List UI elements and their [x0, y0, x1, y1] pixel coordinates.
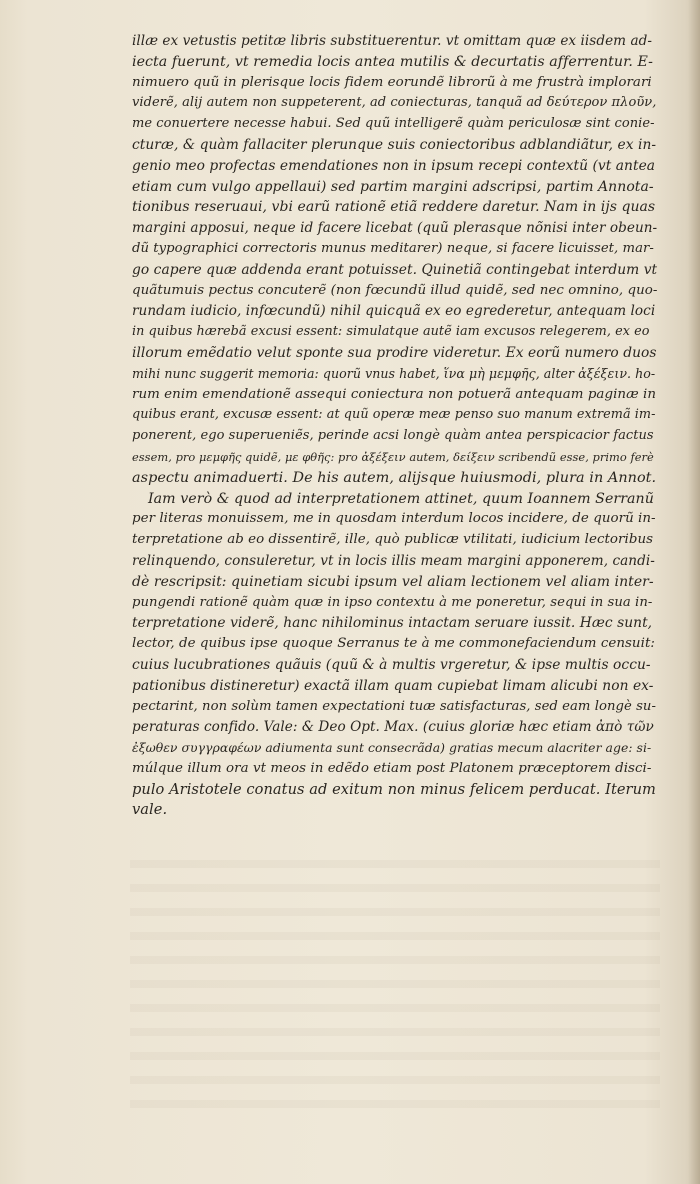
text-line: genio meo profectas emendationes non in ipsum recepi contextũ (vt antea: [132, 157, 656, 174]
text-line: in quibus hærebã excusi essent: simulatque autẽ iam excusos relegerem, ex eo: [132, 324, 650, 340]
body-text: [132, 31, 657, 821]
text-line: me conuertere necesse habui. Sed quũ intelligerẽ quàm periculosæ sint conie-: [132, 116, 655, 132]
text-line: tionibus reseruaui, vbi earũ rationẽ etiã reddere daretur. Nam in ijs quas: [132, 199, 656, 216]
text-line: pungendi rationẽ quàm quæ in ipso contextu à me poneretur, sequi in sua in-: [132, 594, 653, 610]
text-line: terpretatione ab eo dissentirẽ, ille, quò publicæ vtilitati, iudicium lectoribus: [132, 532, 654, 548]
text-line: essem, pro μεμφῆς quidẽ, με φθῆς: pro ἀξέξειν autem, δείξειν scribendũ esse, primo ferè: [132, 449, 654, 464]
text-line: relinquendo, consuleretur, vt in locis illis meam margini apponerem, candi-: [132, 552, 655, 569]
text-line: iecta fuerunt, vt remedia locis antea mutilis & decurtatis afferrentur. E-: [132, 53, 653, 70]
text-line: viderẽ, alij autem non suppeterent, ad coniecturas, tanquã ad δεύτερον πλοῦν,: [132, 95, 657, 111]
text-line: per literas monuissem, me in quosdam interdum locos incidere, de quorũ in-: [132, 511, 656, 527]
text-line: pulo Aristotele conatus ad exitum non minus felicem perducat. Iterum: [132, 780, 656, 798]
text-line: etiam cum vulgo appellaui) sed partim margini adscripsi, partim Annota-: [132, 178, 654, 195]
text-line: illorum emẽdatio velut sponte sua prodire videretur. Ex eorũ numero duos: [132, 344, 657, 361]
show-through-shadow: [130, 860, 660, 1120]
text-line: lector, de quibus ipse quoque Serranus te à me commonefaciendum censuit:: [132, 636, 655, 652]
text-line: terpretatione viderẽ, hanc nihilominus intactam seruare iussit. Hæc sunt,: [132, 615, 653, 632]
text-line: vale.: [132, 801, 168, 819]
text-line: dè rescripsit: quinetiam sicubi ipsum vel aliam lectionem vel aliam inter-: [132, 573, 654, 590]
text-line: aspectu animaduerti. De his autem, alijsque huiusmodi, plura in Annot.: [132, 469, 657, 486]
text-line: rum enim emendationẽ assequi coniectura non potuerã antequam paginæ in: [132, 386, 657, 402]
text-line: ἐξωθεν συγγραφέων adiumenta sunt consecrãda) gratias mecum alacriter age: si-: [132, 740, 652, 756]
text-line: quibus erant, excusæ essent: at quũ operæ meæ penso suo manum extremã im-: [132, 407, 656, 423]
text-line: cuius lucubrationes quãuis (quũ & à multis vrgeretur, & ipse multis occu-: [132, 656, 651, 673]
text-line: quãtumuis pectus concuterẽ (non fœcundũ illud quidẽ, sed nec omnino, quo-: [132, 282, 658, 298]
text-line: pectarint, non solùm tamen expectationi tuæ satisfacturas, sed eam longè su-: [132, 698, 656, 714]
text-line: cturæ, & quàm fallaciter plerunque suis coniectoribus adblandiãtur, ex in-: [132, 136, 657, 153]
text-line: mihi nunc suggerit memoria: quorũ vnus habet, ἵνα μὴ μεμφῆς, alter ἀξέξειν. ho-: [132, 365, 656, 381]
text-line: margini apposui, neque id facere licebat (quũ plerasque nõnisi inter obeun-: [132, 220, 658, 237]
text-line: nimuero quũ in plerisque locis fidem eorundẽ librorũ à me frustrà implorari: [132, 74, 652, 90]
text-line: pationibus distineretur) exactã illam quam cupiebat limam alicubi non ex-: [132, 677, 654, 694]
page-edge-shadow: [688, 0, 700, 1184]
text-line: go capere quæ addenda erant potuisset. Quinetiã contingebat interdum vt: [132, 261, 658, 278]
text-line: múlque illum ora vt meos in edẽdo etiam post Platonem præceptorem disci-: [132, 760, 652, 776]
text-line: ponerent, ego superueniẽs, perinde acsi longè quàm antea perspicacior factus: [132, 428, 654, 444]
text-line: dũ typographici correctoris munus meditarer) neque, si facere licuisset, mar-: [132, 240, 654, 256]
text-line: illæ ex vetustis petitæ libris substituerentur. vt omittam quæ ex iisdem ad-: [132, 33, 653, 49]
text-line: Iam verò & quod ad interpretationem attinet, quum Ioannem Serranũ: [148, 490, 654, 507]
text-line: peraturas confido. Vale: & Deo Opt. Max. (cuius gloriæ hæc etiam ἀπὸ τῶν: [132, 719, 654, 736]
text-line: rundam iudicio, infœcundũ) nihil quicquã ex eo egrederetur, antequam loci: [132, 303, 656, 320]
